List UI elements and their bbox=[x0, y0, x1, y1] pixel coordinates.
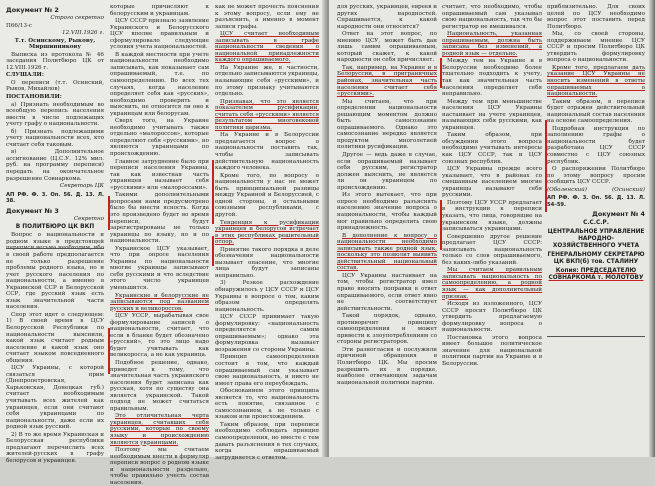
col3-p8: Принцип самоопределения состоит в том, что каждый опрашиваемый сам указывает свою национальность, и никто не имеет права его переубеждать. bbox=[215, 354, 319, 387]
doc4-title: Документ № 4 bbox=[592, 210, 645, 219]
doc2-title: Документ № 2 bbox=[6, 6, 59, 14]
col2-p10: Поэтому мы считаем необходимым внести в формуляр переписи вопрос о родном языке и национальности раздельно, чтобы правильно учесть состав населения. bbox=[110, 447, 209, 486]
col6-p1: приблизительно. Для своих целей по ЦСУ необходимо вопрос этот поставить перед Политбюро. bbox=[547, 4, 645, 30]
col3-highlight-2: Признавая, что это является показателем русификации, считать себя «русскими» является результатом многовековой политики царизма. bbox=[215, 98, 319, 131]
heard-text: О переписи (т.т. Осинский, Рыков, Михайлов) bbox=[6, 79, 104, 93]
doc3-body-3: ЦСУ Украины, с которой связаться прим (Днепропетровская, Харьковская, Донецкая губ.) считает необходимым учитывать всех жителей как украинцев, если они считают себя украинцами по национальности, даже если их родной язык русский. bbox=[6, 365, 104, 431]
attendees: Т.т. Осинскому, Рыкову, Миршинникову bbox=[14, 37, 96, 51]
col4-p8: Эти разногласия и послужили причиной обращения в Политбюро ЦК. Мы просим разрешить их в порядке, наиболее отвечающем задачам национальной политики партии. bbox=[337, 346, 437, 386]
margin-mark bbox=[212, 160, 214, 224]
col2-p5: Главное затруднение было при переписи населения Украины, так как известная часть украинцев называет себя «русскими» или «малороссами». bbox=[110, 158, 209, 191]
to-politburo: В ПОЛИТБЮРО ЦК ВКП bbox=[15, 224, 95, 231]
col5-p3: Между тем при меньшинстве населения ЦСУ Украины настаивает на учете украинцев, называющих себя русскими, как украинцев. bbox=[442, 98, 542, 131]
page-edge-shadow bbox=[649, 0, 655, 457]
col5-p4: Таким образом, при обсуждении этого вопроса необходимо учитывать интересы как ЦСУ СССР, так и ЦСУ союзных республик. bbox=[442, 132, 542, 165]
col2-p1: которые причисляют к белорусским и украинцам. bbox=[110, 4, 209, 17]
heard-label: СЛУШАЛИ: bbox=[6, 72, 44, 79]
col2-highlight-1: Украинские и белорусские не записываются под названием русских и великороссов. bbox=[110, 292, 209, 312]
col4-p2: Ответ на этот вопрос, по мнению ЦСУ, может быть дан лишь самим опрашиваемым, который скажет, к какой народности он себя причисляет. bbox=[337, 31, 437, 64]
doc3-body-4: 2) В то же время Украинская и Белорусская республики предлагают перечислить всех жителей-русских в графу белорусов и украинцев. bbox=[6, 431, 104, 464]
signature-osinsky: (Осинский) bbox=[611, 186, 645, 193]
section-divider bbox=[6, 248, 104, 249]
left-page bbox=[0, 0, 326, 486]
section-divider bbox=[547, 336, 645, 337]
right-column-2 bbox=[442, 4, 542, 455]
col6-p5: О распоряжении Политбюро по этому вопросу просим сообщить ЦСУ СССР. bbox=[547, 166, 645, 186]
signatures bbox=[547, 187, 645, 194]
col2-p8: ЦСУ УССР, вырабатывая свое формулирование записей о национальности, считает, что если в бланке будет обозначено «русский», то это лицо надо будет учитывать как великоросса, а не как украинца. bbox=[110, 313, 209, 359]
col3-p10: Таким образом, при переписи необходимо соблюдать принцип самоопределения, но вместе с тем давать разъяснения в тех случаях, когда опрашиваемый затрудняется с ответом. bbox=[215, 421, 319, 461]
col3-p4: Кроме того, по вопросу о национальности у нас не может быть принципиальной разницы между Украиной и Белоруссией, с одной стороны, и остальными союзными республиками, с другой. bbox=[215, 172, 319, 218]
col2-highlight-2: Это отличительная черта украинцев, считавших себя русскими, которые по своему языку и происхождению являются украинцами. bbox=[110, 413, 209, 446]
doc3-body-2: Спор этот идет о следующем: 1) В своей время в ЦСУ Белорусской Республики по национальности выяснили, какой язык считает родным население и какой язык оно считает языком повседневного общения. bbox=[6, 311, 104, 364]
resolved-label: ПОСТАНОВИЛИ: bbox=[6, 94, 62, 101]
col5-highlight-2: Мы считаем правильным записывать национальность по самоопределению, а родной язык — как дополнительный признак. bbox=[442, 267, 542, 300]
col3-p3: На Украине и в Белоруссии предлагается вопрос о национальности поставить так, чтобы записывать действительную национальность каждого человека. bbox=[215, 132, 319, 172]
col6-p3: Таким образом, в переписи будет отражен действительный национальный состав населения на основе самоопределения. bbox=[547, 98, 645, 125]
col3-p2: На Украине же, в частности, отдельно записываются украинцы, называющие себя «русскими», и по этому признаку учитываются отдельно. bbox=[215, 64, 319, 98]
right-page bbox=[329, 0, 655, 457]
point-c: в) Дополнительное ассигнование (Ц.С.У. 12% мил. руб. на программу переписи) передать на окончательное разрешение Совнаркома. bbox=[6, 149, 104, 182]
col2-p4: Сверх того, на Украине необходимо учитывать также отдельно «малороссов», которые определяют себя «русскими», но являются украинцами по происхождению. bbox=[110, 118, 209, 158]
col3-highlight-1: ЦСУ считает необходимым записывать в графе национальности сведения о национальной принадлежности каждого опрашиваемого. bbox=[215, 31, 319, 64]
col4-p1: для русских, украинцев, евреев и других народностей. Спрашивается, к какой народности они относятся? bbox=[337, 4, 437, 30]
signature-obolensky: (Оболенский) bbox=[547, 186, 587, 193]
secretary: Секретарь ЦК bbox=[59, 183, 104, 190]
left-column-2 bbox=[110, 4, 209, 486]
right-column-1 bbox=[337, 4, 437, 455]
point-b: б) Признать подлежащими учету национальности всех, кто считает себя таковым. bbox=[6, 128, 104, 148]
col2-p6: Такими дополнительными вопросами нами предусмотрено было бы внести ясность. Когда это произведено будет во время переписи, будут зарегистрированы не только украинцы по языку, но и по национальности. bbox=[110, 192, 209, 245]
col5-highlight-1: Национальность, указанная опрашиваемым, должна быть записана без изменений, а родной язык — отдельно. bbox=[442, 31, 542, 57]
col5-p9: Постановка этого вопроса имеет большое политическое значение для национальной политики партии на Украине и в Белоруссии. bbox=[442, 334, 542, 367]
margin-mark bbox=[212, 236, 214, 266]
right-column-3 bbox=[547, 4, 645, 455]
col2-p7: Украинское ЦСУ указывает, что при опросе населения Украины по национальности многие украинцы записывают себя русскими и что вследствие этого число украинцев уменьшится. bbox=[110, 245, 209, 291]
col5-p8: Исходя из изложенного, ЦСУ СССР просит Политбюро ЦК утвердить предлагаемую формулировку вопроса о национальности. bbox=[442, 301, 542, 334]
col2-p2: ЦСУ СССР признало заявление Украинского и Белорусского ЦСУ вполне правильным и сформулировало следующие условия учета национальностей. bbox=[110, 18, 209, 51]
left-column-1 bbox=[6, 4, 104, 464]
protocol-date: 12.VIII.1926 г. bbox=[62, 30, 104, 37]
col3-p9: Обоснованием этого принципа является то, что национальность есть понятие, связанное с самосознанием, а не только с языком или происхождением. bbox=[215, 388, 319, 421]
copy-molotov: Копия: ПРЕДСЕДАТЕЛЮ СОВНАРКОМА т. МОЛОТОВУ bbox=[548, 268, 644, 282]
col4-p7: Такой порядок, однако, противоречит принципу самоопределения и может привести к злоупотреблениям со стороны регистраторов. bbox=[337, 313, 437, 346]
col3-highlight-3: Тенденция к русификации украинцев и белорусов встречает в этих республиках решительный отпор. bbox=[215, 219, 319, 246]
col4-p3: Мы считаем, что при определении национальности решающим моментом должно быть самосознание опрашиваемого. Однако это самосознание нередко является продуктом многолетней политики русификации. bbox=[337, 98, 437, 151]
col4-p5: Из этого вытекает, что при опросе необходимо разъяснять населению значение вопроса о национальности, чтобы каждый мог правильно определить свою принадлежность. bbox=[337, 192, 437, 232]
col4-highlight-2: В дополнение к вопросу о национальности необходимо записывать также родной язык, поскольку это позволит выявить действительный национальный состав. bbox=[337, 232, 437, 272]
doc3-body-1: Вопрос о национальности и родном языке в предстоящей в своей работе предполагается не только разрешение проблемы родного языка, но и учет русского населения по национальности, а именно в Украинской ССР и Белорусской ССР, где русский язык есть язык значительной части населения. bbox=[6, 232, 104, 311]
col4-p6: ЦСУ Украины настаивает на том, чтобы регистратор имел право вносить поправки в ответ опрашиваемого, если ответ явно не соответствует действительности. bbox=[337, 272, 437, 312]
col5-p6: Поэтому ЦСУ УССР предлагает в инструкции к переписи указать, что лица, говорящие на украинском языке, должны записываться украинцами. bbox=[442, 199, 542, 233]
addressee-stalin: ГЕНЕРАЛЬНОМУ СЕКРЕТАРЮ ЦК ВКП(б) тов. СТАЛИНУ bbox=[547, 252, 645, 266]
margin-mark bbox=[108, 328, 110, 374]
col3-p6: 3) Резкое расхождение обнаружилось у ЦСУ СССР и ЦСУ Украины в вопросе о том, каким образом определять национальность. bbox=[215, 280, 319, 313]
left-column-3 bbox=[215, 4, 319, 461]
col5-p5: ЦСУ Украины прежде всего указывает, что в районах со смешанным населением многие украинцы называют себя русскими. bbox=[442, 166, 542, 199]
col2-p9: Подобное решение, однако, приведет к тому, что значительная часть украинского населения будет записана как русская, хотя по существу она является украинской. Такой подход не может считаться правильным. bbox=[110, 359, 209, 412]
col4-p4: Другое — ведь даже в случае, если опрашиваемый называет себя русским, регистратор должен выяснить, не является ли он украинцем по происхождению. bbox=[337, 152, 437, 191]
col3-p5: Принятие такого порядка в деле обозначения национальности вызывает опасение, что многие лица будут записаны неправильно. bbox=[215, 246, 319, 279]
col3-p7: ЦСУ СССР принимает такую формулировку: «национальность определяется самим опрашиваемым»; однако эта формулировка вызывает возражения со стороны Украины. bbox=[215, 314, 319, 353]
margin-mark bbox=[108, 196, 110, 230]
col5-p7: Совершенно другое решение предлагает ЦСУ СССР: записывать национальность только со слов опрашиваемого, без каких-либо указаний. bbox=[442, 233, 542, 266]
point-a: а) Признать необходимым во всеобщую перепись населения ввести в числе подлежащих учету графу о национальности. bbox=[6, 101, 104, 128]
margin-mark bbox=[545, 120, 547, 212]
col5-p2: Между тем на Украине и в Белоруссии необходимо более тщательно подходить к учету, так как значительная часть населения определяет себя неправильно. bbox=[442, 58, 542, 98]
col6-p2: Мы, со своей стороны, поддерживаем мнение ЦСУ СССР и просим Политбюро ЦК утвердить формулировку вопроса о национальности. bbox=[547, 31, 645, 64]
col3-p1: как не может прочесть пояснения к этому вопросу, если ему не разъяснить, а именно в момент записи графы. bbox=[215, 4, 319, 30]
doc2-secret: Строго секретно bbox=[50, 15, 104, 21]
col4-highlight-1: Так, например, на Украине и в Белоруссии, в приграничных районах, значительная часть населения считает себя «русскими». bbox=[337, 64, 437, 98]
doc3-title: Документ № 3 bbox=[6, 206, 59, 215]
margin-mark bbox=[440, 200, 442, 250]
archive-ref-2: АП РФ. Ф. 3. Оп. 56. Д. 13. Л. 54–59. bbox=[547, 195, 645, 208]
col5-p1: считает, что необходимо, чтобы опрашиваемый сам указывал свою национальность, так что бы регистратор не вмешивался. bbox=[442, 4, 542, 30]
col6-p4: Подробная инструкция по заполнению графы о национальности будет разработана ЦСУ СССР совместно с ЦСУ союзных республик. bbox=[547, 125, 645, 165]
extract: Выписка из протокола № 46 заседания Политбюро ЦК от 12.VIII.1926 г. bbox=[6, 51, 104, 71]
col2-p3: В каждой местности при учете национальности необходимо записывать, как показывает сам опрашиваемый, т.е. по самоопределению. Во всех тех случаях, когда население определяет себя как «русских», необходимо проверить и выяснить, не относится ли оно к украинцам или белорусам. bbox=[110, 51, 209, 117]
org-ussr: С.С.С.Р. bbox=[583, 220, 609, 227]
org-name: ЦЕНТРАЛЬНОЕ УПРАВЛЕНИЕ НАРОДНО-ХОЗЯЙСТВЕННОГО УЧЕТА bbox=[547, 229, 645, 250]
doc3-secret: Секретно bbox=[73, 215, 104, 222]
protocol-no: П66/13-с bbox=[6, 22, 33, 29]
margin-mark bbox=[440, 58, 442, 88]
col6-highlight-1: Кроме того, предлагаем дать указание ЦСУ Украины не вносить изменений в ответы опрашиваемых о национальности. bbox=[547, 64, 645, 98]
archive-ref-1: АП РФ. Ф. 3. Оп. 56. Д. 13. Л. 38. bbox=[6, 191, 104, 205]
